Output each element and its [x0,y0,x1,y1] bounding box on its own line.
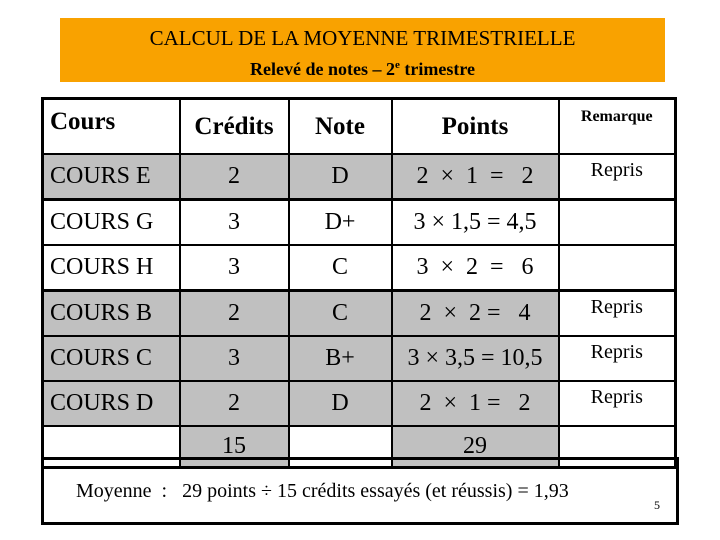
grades-table [41,97,677,469]
cell-cours: COURS E [43,154,180,200]
cell-note: D+ [289,200,392,246]
total-credits: 15 [180,426,289,468]
table-row [43,336,676,381]
cell-remarque [559,245,676,291]
title-banner [60,18,665,82]
cell-credits: 3 [180,200,289,246]
cell-credits: 2 [180,381,289,426]
cell-remarque: Repris [559,336,676,381]
cell-points: 2 × 1 = 2 [392,381,559,426]
cell-note: B+ [289,336,392,381]
cell-note: C [289,291,392,337]
cell-points: 3 × 1,5 = 4,5 [392,200,559,246]
table-header-row [43,99,676,155]
col-header-remarque: Remarque [559,99,676,155]
table-row [43,291,676,337]
cell-cours: COURS B [43,291,180,337]
cell-credits: 2 [180,291,289,337]
cell-remarque: Repris [559,291,676,337]
col-header-cours: Cours [43,99,180,155]
subtitle: Relevé de notes – 2e trimestre [250,59,475,79]
table-row [43,245,676,291]
cell-cours: COURS H [43,245,180,291]
average-box [41,457,679,525]
table-row [43,154,676,200]
title: CALCUL DE LA MOYENNE TRIMESTRIELLE [149,26,576,50]
cell-note: C [289,245,392,291]
cell-cours: COURS C [43,336,180,381]
col-header-credits: Crédits [180,99,289,155]
cell-points: 2 × 1 = 2 [392,154,559,200]
col-header-note: Note [289,99,392,155]
cell-remarque [559,200,676,246]
cell-note: D [289,381,392,426]
table-row [43,381,676,426]
page-number: 5 [654,498,660,512]
cell-note: D [289,154,392,200]
cell-credits: 3 [180,336,289,381]
table-row [43,200,676,246]
cell-credits: 3 [180,245,289,291]
cell-remarque: Repris [559,154,676,200]
cell-remarque: Repris [559,381,676,426]
cell-credits: 2 [180,154,289,200]
cell-cours: COURS D [43,381,180,426]
total-points: 29 [392,426,559,468]
cell-points: 3 × 2 = 6 [392,245,559,291]
average-formula: Moyenne : 29 points ÷ 15 crédits essayés (et réussis) = 1,93 [76,480,569,502]
cell-points: 3 × 3,5 = 10,5 [392,336,559,381]
cell-cours: COURS G [43,200,180,246]
col-header-points: Points [392,99,559,155]
cell-points: 2 × 2 = 4 [392,291,559,337]
